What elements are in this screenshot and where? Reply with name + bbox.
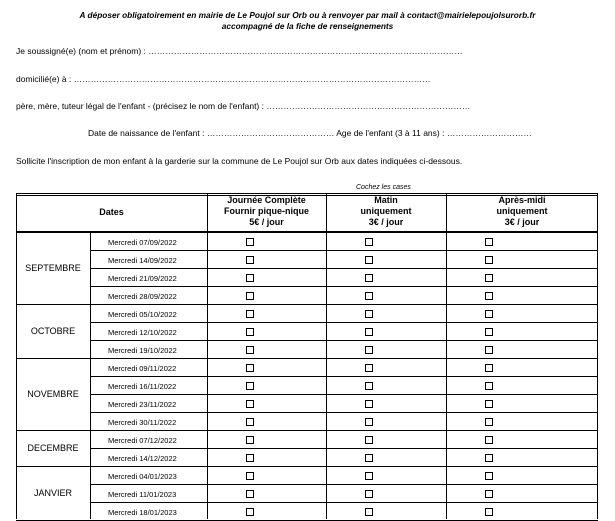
header-line-1: A déposer obligatoirement en mairie de Le Poujol sur Orb ou à renvoyer par mail à contact@mairielepoujolsurorb.fr: [79, 10, 536, 20]
checkbox-morning[interactable]: [365, 436, 373, 444]
table-row-line: [90, 250, 598, 251]
table-row-line: [90, 376, 598, 377]
checkbox-full-day[interactable]: [246, 490, 254, 498]
date-cell: Mercredi 09/11/2022: [108, 364, 177, 373]
checkbox-morning[interactable]: [365, 472, 373, 480]
table-row-line: [90, 394, 598, 395]
checkbox-full-day[interactable]: [246, 310, 254, 318]
checkbox-full-day[interactable]: [246, 328, 254, 336]
checkbox-morning[interactable]: [365, 490, 373, 498]
table-col-line: [597, 193, 598, 519]
table-row-line: [90, 286, 598, 287]
guardian-field[interactable]: père, mère, tuteur légal de l'enfant - (précisez le nom de l'enfant) : ………………………………………………………………: [16, 101, 471, 111]
date-cell: Mercredi 05/10/2022: [108, 310, 177, 319]
checkbox-afternoon[interactable]: [485, 490, 493, 498]
table-row-line: [16, 304, 598, 305]
checkbox-morning[interactable]: [365, 310, 373, 318]
checkbox-afternoon[interactable]: [485, 346, 493, 354]
month-label: OCTOBRE: [30, 326, 76, 336]
date-cell: Mercredi 16/11/2022: [108, 382, 177, 391]
checkbox-morning[interactable]: [365, 238, 373, 246]
header-divider-2: [16, 232, 598, 233]
name-field[interactable]: Je soussigné(e) (nom et prénom) : …………………………………………………………………………………………………: [16, 46, 463, 56]
checkbox-full-day[interactable]: [246, 364, 254, 372]
header-afternoon: [446, 195, 598, 228]
checkbox-full-day[interactable]: [246, 238, 254, 246]
request-text: Sollicite l'inscription de mon enfant à la garderie sur la commune de Le Poujol sur Orb aux dates indiquées ci-dessous.: [16, 156, 463, 166]
header-afternoon-line: Après-midi: [498, 195, 546, 205]
checkbox-morning[interactable]: [365, 382, 373, 390]
checkbox-morning[interactable]: [365, 274, 373, 282]
checkbox-afternoon[interactable]: [485, 454, 493, 462]
month-label: NOVEMBRE: [27, 389, 79, 399]
checkbox-morning[interactable]: [365, 364, 373, 372]
checkbox-morning[interactable]: [365, 346, 373, 354]
checkbox-morning[interactable]: [365, 328, 373, 336]
date-cell: Mercredi 07/09/2022: [108, 238, 177, 247]
table-col-line: [16, 193, 17, 519]
checkbox-afternoon[interactable]: [485, 382, 493, 390]
address-field[interactable]: domicilié(e) à : ………………………………………………………………………………………………………………: [16, 74, 431, 84]
check-boxes-note: Cochez les cases: [356, 184, 411, 191]
table-row-line: [90, 340, 598, 341]
table-row-line: [90, 484, 598, 485]
date-cell: Mercredi 18/01/2023: [108, 508, 177, 517]
date-cell: Mercredi 12/10/2022: [108, 328, 177, 337]
checkbox-afternoon[interactable]: [485, 436, 493, 444]
checkbox-morning[interactable]: [365, 418, 373, 426]
header-full-day-line: Fournir pique-nique: [224, 206, 309, 216]
checkbox-full-day[interactable]: [246, 436, 254, 444]
date-cell: Mercredi 07/12/2022: [108, 436, 177, 445]
checkbox-full-day[interactable]: [246, 418, 254, 426]
checkbox-afternoon[interactable]: [485, 364, 493, 372]
table-col-line: [446, 193, 447, 519]
checkbox-full-day[interactable]: [246, 256, 254, 264]
checkbox-morning[interactable]: [365, 292, 373, 300]
checkbox-morning[interactable]: [365, 400, 373, 408]
header-full-day: [207, 195, 326, 228]
checkbox-afternoon[interactable]: [485, 238, 493, 246]
checkbox-full-day[interactable]: [246, 472, 254, 480]
header-morning-line: 3€ / jour: [368, 217, 404, 227]
checkbox-afternoon[interactable]: [485, 274, 493, 282]
checkbox-full-day[interactable]: [246, 508, 254, 516]
table-row-line: [90, 268, 598, 269]
checkbox-full-day[interactable]: [246, 274, 254, 282]
checkbox-afternoon[interactable]: [485, 328, 493, 336]
table-row-line: [16, 430, 598, 431]
month-label: DECEMBRE: [27, 443, 79, 453]
header-morning-line: Matin: [374, 195, 398, 205]
checkbox-afternoon[interactable]: [485, 256, 493, 264]
date-cell: Mercredi 11/01/2023: [108, 490, 177, 499]
checkbox-morning[interactable]: [365, 454, 373, 462]
table-col-line: [326, 193, 327, 519]
checkbox-afternoon[interactable]: [485, 292, 493, 300]
date-cell: Mercredi 14/12/2022: [108, 454, 177, 463]
table-border-top: [16, 193, 598, 194]
checkbox-afternoon[interactable]: [485, 418, 493, 426]
header-full-day-line: Journée Complète: [227, 195, 306, 205]
month-label: JANVIER: [33, 488, 72, 498]
table-row-line: [90, 412, 598, 413]
month-label: SEPTEMBRE: [25, 263, 81, 273]
header-full-day-line: 5€ / jour: [249, 217, 284, 227]
date-cell: Mercredi 23/11/2022: [108, 400, 177, 409]
table-col-line: [207, 193, 208, 519]
date-cell: Mercredi 19/10/2022: [108, 346, 177, 355]
checkbox-full-day[interactable]: [246, 454, 254, 462]
table-row-line: [90, 502, 598, 503]
date-cell: Mercredi 28/09/2022: [108, 292, 177, 301]
header-morning-line: uniquement: [360, 206, 412, 216]
table-row-line: [16, 466, 598, 467]
date-cell: Mercredi 30/11/2022: [108, 418, 177, 427]
checkbox-full-day[interactable]: [246, 382, 254, 390]
header-morning: [326, 195, 446, 228]
checkbox-morning[interactable]: [365, 256, 373, 264]
table-row-line: [90, 322, 598, 323]
date-cell: Mercredi 21/09/2022: [108, 274, 177, 283]
checkbox-full-day[interactable]: [246, 292, 254, 300]
header-line-2: accompagné de la fiche de renseignements: [221, 21, 394, 31]
checkbox-full-day[interactable]: [246, 400, 254, 408]
checkbox-afternoon[interactable]: [485, 310, 493, 318]
dob-age-field[interactable]: Date de naissance de l'enfant : ……………………………………… Age de l'enfant (3 à 11 ans) : …………………………: [88, 128, 532, 138]
date-cell: Mercredi 14/09/2022: [108, 256, 177, 265]
checkbox-afternoon[interactable]: [485, 508, 493, 516]
header-dates: Dates: [99, 207, 124, 217]
checkbox-morning[interactable]: [365, 508, 373, 516]
table-row-line: [90, 448, 598, 449]
checkbox-afternoon[interactable]: [485, 472, 493, 480]
table-col-line: [90, 231, 91, 519]
checkbox-full-day[interactable]: [246, 346, 254, 354]
header-afternoon-line: 3€ / jour: [504, 217, 540, 227]
date-cell: Mercredi 04/01/2023: [108, 472, 177, 481]
checkbox-afternoon[interactable]: [485, 400, 493, 408]
table-row-line: [16, 358, 598, 359]
header-afternoon-line: uniquement: [496, 206, 548, 216]
